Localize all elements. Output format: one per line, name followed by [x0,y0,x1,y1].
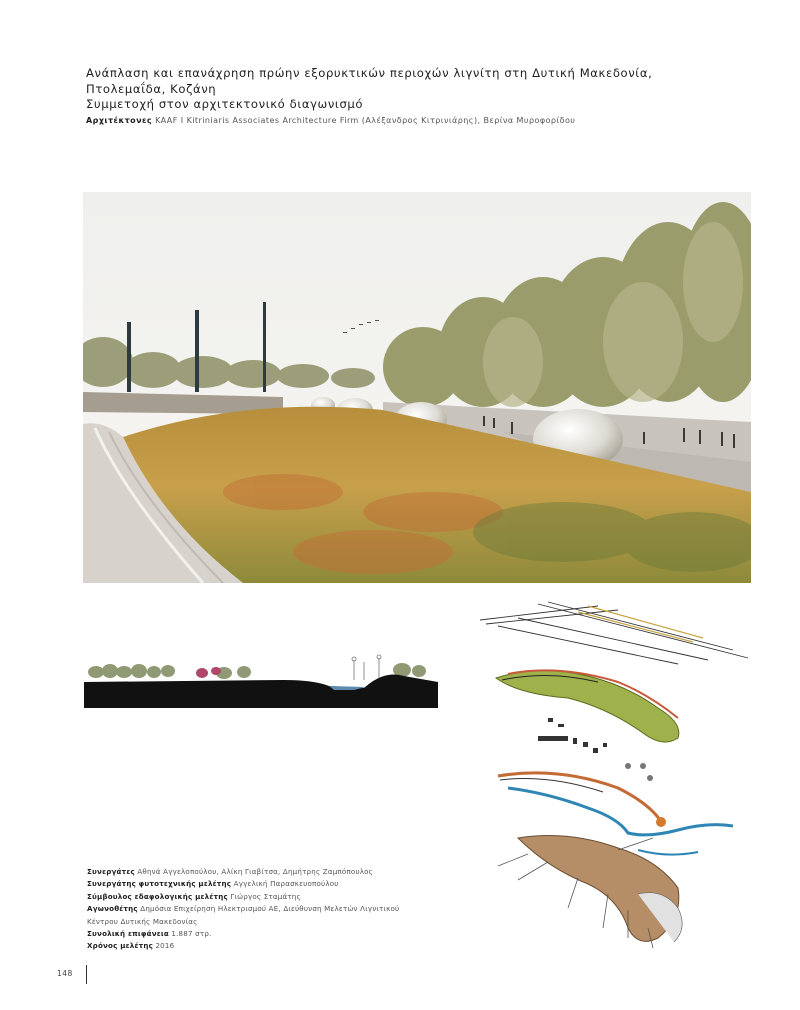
credit-value: Αγγελική Παρασκευοπούλου [233,879,339,889]
credit-value: Γιώργος Σταμάτης [230,891,301,901]
credit-label: Συνεργάτες [87,867,135,876]
title-line-3: Συμμετοχή στον αρχιτεκτονικό διαγωνισμό [86,97,364,111]
credit-row [87,903,417,915]
page-number: 148 [57,969,73,978]
credit-value: 1.887 στρ. [171,929,212,939]
credit-row [87,940,417,952]
architects-value: KAAF I Kitriniaris Associates Architecture Firm (Αλέξανδρος Κιτρινιάρης), Βερίνα Μυροφορίδου [155,116,576,125]
credit-row [87,878,417,890]
credit-value: Δημόσια Επιχείρηση Ηλεκτρισμού ΑΕ, Διεύθυνση Μελετών Λιγνιτικού [140,904,400,914]
credit-value: 2016 [155,941,175,951]
title-line-1: Ανάπλαση και επανάχρηση πρώην εξορυκτικών περιοχών λιγνίτη στη Δυτική Μακεδονία, [86,66,653,80]
credit-row [87,928,417,940]
credit-row [87,866,417,878]
architects-label: Αρχιτέκτονες [86,116,153,125]
credit-label: Συνεργάτης φυτοτεχνικής μελέτης [87,879,232,889]
page-number-divider [86,965,87,984]
axonometric-layers-diagram [478,598,750,950]
credit-label: Συνολική επιφάνεια [87,929,169,939]
credit-label: Χρόνος μελέτης [87,941,153,951]
credit-label: Σύμβουλος εδαφολογικής μελέτης [87,891,228,901]
site-section-drawing [84,640,438,712]
credit-label: Αγωνοθέτης [87,904,138,914]
credit-row [87,891,417,903]
architects-line [86,116,575,125]
hero-render-image [83,192,751,583]
credit-value: Αθηνά Αγγελοπούλου, Αλίκη Γιαβίτσα, Δημήτρης Ζαμπόπουλος [137,867,374,876]
credit-value: Κέντρου Δυτικής Μακεδονίας [87,916,198,926]
title-line-2: Πτολεμαΐδα, Κοζάνη [86,81,217,96]
project-credits [87,866,417,953]
credit-row [87,916,417,928]
project-title [86,66,726,113]
